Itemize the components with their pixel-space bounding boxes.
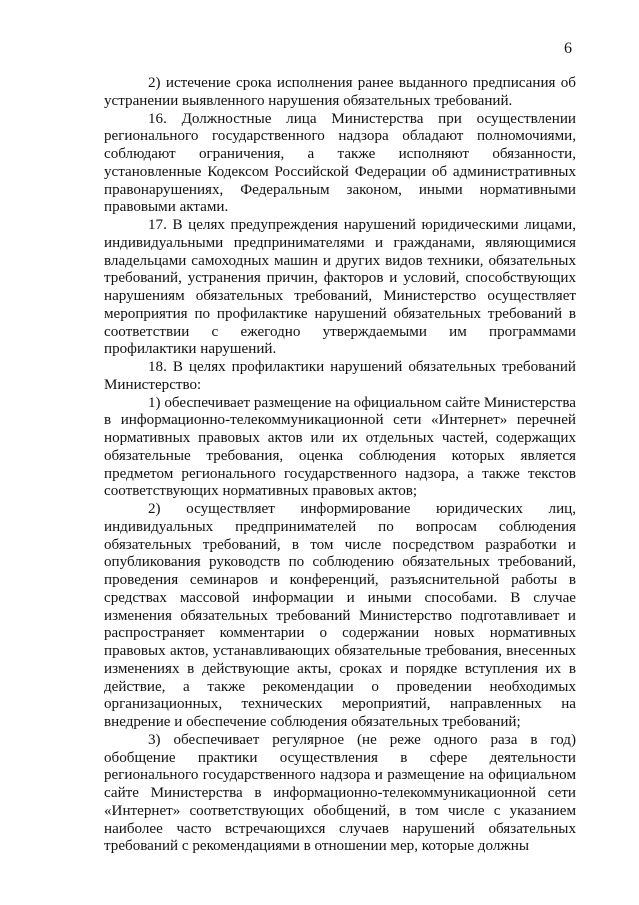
paragraph-18-item-1: 1) обеспечивает размещение на официальном сайте Министерства в информационно-телекоммуникационной сети «Интернет» перечней нормативных правовых актов или их отдельных частей, содержащих обязательные требования, оценка соблюдения которых является предметом регионального государственного надзора, а также текстов соответствующих нормативных правовых актов; (104, 394, 576, 500)
paragraph-18-intro: 18. В целях профилактики нарушений обязательных требований Министерство: (104, 359, 576, 393)
paragraph-18-item-2: 2) осуществляет информирование юридических лиц, индивидуальных предпринимателей по вопросам соблюдения обязательных требований, в том числе посредством разработки и опубликования руководств по соблюдению обязательных требований, проведения семинаров и конференций, разъяснительной работы в средствах массовой информации и иными способами. В случае изменения обязательных требований Министерство подготавливает и распространяет комментарии о содержании новых нормативных правовых актов, устанавливающих обязательные требования, внесенных изменениях в действующие акты, сроках и порядке вступления их в действие, а также рекомендации о проведении необходимых организационных, технических мероприятий, направленных на внедрение и обеспечение соблюдения обязательных требований; (104, 501, 576, 730)
paragraph-17-prevention-measures: 17. В целях предупреждения нарушений юридическими лицами, индивидуальными предпринимателями и гражданами, являющимися владельцами самоходных машин и других видов техники, обязательных требований, устранения причин, факторов и условий, способствующих нарушениям обязательных требований, Министерство осуществляет мероприятия по профилактике нарушений обязательных требований в соответствии с ежегодно утверждаемыми им программами профилактики нарушений. (104, 217, 576, 358)
paragraph-item-2-expiry: 2) истечение срока исполнения ранее выданного предписания об устранении выявленного нарушения обязательных требований. (104, 75, 576, 109)
page-number: 6 (564, 40, 572, 57)
paragraph-16-officials-powers: 16. Должностные лица Министерства при осуществлении регионального государственного надзора обладают полномочиями, соблюдают ограничения, а также исполняют обязанности, установленные Кодексом Российской Федерации об административных правонарушениях, Федеральным законом, иными нормативными правовыми актами. (104, 110, 576, 216)
document-body (104, 75, 576, 856)
paragraph-18-item-3: 3) обеспечивает регулярное (не реже одного раза в год) обобщение практики осуществления в сфере деятельности регионального государственного надзора и размещение на официальном сайте Министерства в информационно-телекоммуникационной сети «Интернет» соответствующих обобщений, в том числе с указанием наиболее часто встречающихся случаев нарушений обязательных требований с рекомендациями в отношении мер, которые должны (104, 731, 576, 855)
